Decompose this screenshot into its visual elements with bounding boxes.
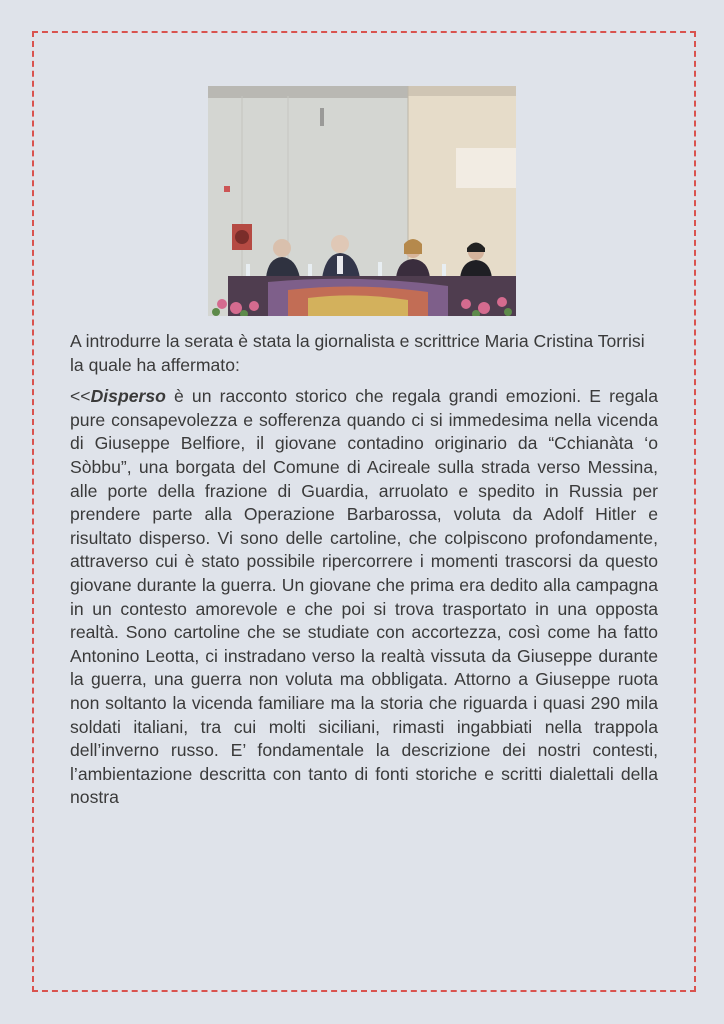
article-text bbox=[70, 330, 658, 810]
event-photo bbox=[208, 86, 516, 316]
quote-body: è un racconto storico che regala grandi emozioni. E regala pure consapevolezza e sofferenza quando ci si immedesima nella vicenda di Giuseppe Belfiore, il giovane contadino originario da “Cchianàta ‘o Sòbbu”, una borgata del Comune di Acireale sulla strada verso Messina, alle porte della frazione di Guardia, arruolato e spedito in Russia per prendere parte alla Operazione Barbarossa, voluta da Adolf Hitler e risultato disperso. Vi sono delle cartoline, che colpiscono profondamente, attraverso cui è stato possibile ripercorrere i momenti trascorsi da questo giovane durante la guerra. Un giovane che prima era dedito alla campagna in un contesto amorevole e che poi si trova trasportato in una opposta realtà. Sono cartoline che se studiate con accortezza, così come ha fatto Antonino Leotta, ci instradano verso la realtà vissuta da Giuseppe durante la guerra, una guerra non voluta ma obbligata. Attorno a Giuseppe ruota non soltanto la vicenda familiare ma la storia che riguarda i quasi 290 mila soldati italiani, tra cui molti siciliani, rimasti ingabbiati nella trappola dell’inverno russo. E’ fondamentale la descrizione dei nostri contesti, l’ambientazione descritta con tanto di fonti storiche e scritti dialettali della nostra bbox=[70, 386, 658, 808]
intro-paragraph: A introdurre la serata è stata la giornalista e scrittrice Maria Cristina Torrisi la quale ha affermato: bbox=[70, 331, 645, 375]
quote-paragraph bbox=[70, 385, 658, 810]
book-title: Disperso bbox=[90, 386, 166, 407]
quote-open: << bbox=[70, 386, 91, 407]
